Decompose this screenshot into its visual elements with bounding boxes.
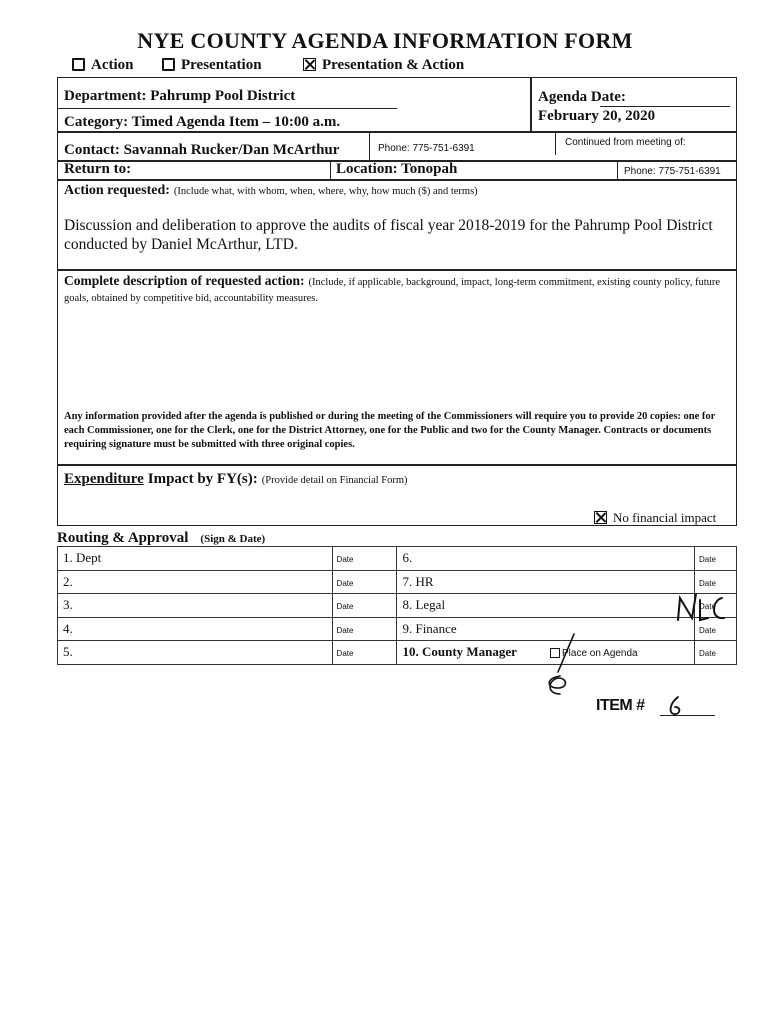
place-on-agenda[interactable]: Place on Agenda <box>550 648 638 659</box>
routing-step-left: 5. <box>63 644 73 659</box>
routing-step-left-cell[interactable] <box>58 617 333 641</box>
routing-row <box>58 594 737 618</box>
return-to-label: Return to: <box>64 161 132 177</box>
routing-date-left-cell[interactable] <box>332 617 397 641</box>
routing-date-left: Date <box>336 578 354 588</box>
routing-step-left: 2. <box>63 573 73 589</box>
expenditure-field: Expenditure Impact by FY(s): (Provide detail on Financial Form) <box>64 471 408 487</box>
checkbox-presentation[interactable] <box>162 58 175 71</box>
routing-date-left: Date <box>336 625 354 635</box>
routing-step-right-cell[interactable] <box>397 547 695 571</box>
routing-date-right: Date <box>699 555 716 564</box>
routing-date-right-cell[interactable] <box>695 547 737 571</box>
item-number-handwritten <box>664 695 694 717</box>
category-field: Category: Timed Agenda Item – 10:00 a.m. <box>64 114 341 130</box>
item-number-label: ITEM # <box>596 697 645 714</box>
routing-date-left-cell[interactable] <box>332 641 397 665</box>
routing-date-right: Date <box>699 649 716 658</box>
county-manager-signature <box>538 632 588 697</box>
routing-row <box>58 570 737 594</box>
continued-from-label: Continued from meeting of: <box>565 137 686 148</box>
checkbox-action[interactable] <box>72 58 85 71</box>
routing-step-right: 10. County Manager <box>402 644 517 659</box>
routing-step-right-cell[interactable] <box>397 594 695 618</box>
routing-date-left: Date <box>336 555 354 564</box>
contact-field: Contact: Savannah Rucker/Dan McArthur <box>64 142 340 158</box>
routing-step-right: 7. HR <box>402 573 434 589</box>
routing-step-left-cell[interactable] <box>58 547 333 571</box>
action-requested-header: Action requested: (Include what, with whom, when, where, why, how much ($) and terms) <box>64 183 478 198</box>
routing-step-left: 1. Dept <box>63 550 102 565</box>
form-title: NYE COUNTY AGENDA INFORMATION FORM <box>137 28 633 53</box>
routing-date-right: Date <box>699 625 716 635</box>
routing-row <box>58 547 737 571</box>
routing-step-right: 8. Legal <box>402 597 446 612</box>
option-presentation-action[interactable]: Presentation & Action <box>303 57 464 74</box>
action-requested-text: Discussion and deliberation to approve the audits of fiscal year 2018-2019 for the Pahrump Pool District conducted by Daniel McArthur, LTD. <box>64 217 713 253</box>
routing-date-left-cell[interactable] <box>332 570 397 594</box>
routing-date-right-cell[interactable] <box>695 641 737 665</box>
legal-signature <box>672 590 732 630</box>
no-financial-impact[interactable]: No financial impact <box>594 510 716 526</box>
checkbox-presentation-action[interactable] <box>303 58 316 71</box>
routing-step-left: 3. <box>63 597 73 612</box>
notice-text: Any information provided after the agenda is published or during the meeting of the Commissioners will require you to provide 20 copies: one for each Commissioner, one for the Clerk, one for the District Attorney, one for the Public and two for the County Manager. Contracts or documents requiring signature must be submitted with three original copies. <box>64 411 716 450</box>
routing-step-right: 9. Finance <box>402 620 457 636</box>
routing-step-left-cell[interactable] <box>58 594 333 618</box>
location-field: Location: Tonopah <box>336 161 458 177</box>
routing-step-left: 4. <box>63 620 73 636</box>
description-section: Complete description of requested action: (Include, if applicable, background, impact, long-term commitment, existing county policy, future goals, obtained by competitive bid, accountability measures. <box>64 273 721 304</box>
routing-date-right: Date <box>699 602 716 611</box>
agenda-date-label: Agenda Date: <box>538 89 626 105</box>
routing-date-left-cell[interactable] <box>332 594 397 618</box>
routing-row <box>58 617 737 641</box>
option-presentation[interactable]: Presentation <box>162 57 262 74</box>
routing-table <box>57 546 737 665</box>
routing-step-right: 6. <box>402 550 413 565</box>
checkbox-no-financial-impact[interactable] <box>594 511 607 524</box>
routing-step-left-cell[interactable] <box>58 570 333 594</box>
return-phone: Phone: 775-751-6391 <box>624 166 721 177</box>
routing-date-left-cell[interactable] <box>332 547 397 571</box>
option-action[interactable]: Action <box>72 57 134 74</box>
routing-date-right: Date <box>699 578 716 588</box>
contact-phone: Phone: 775-751-6391 <box>378 143 475 154</box>
routing-date-left: Date <box>336 602 354 611</box>
routing-header: Routing & Approval (Sign & Date) <box>57 530 266 546</box>
agenda-date-value: February 20, 2020 <box>538 108 656 124</box>
routing-step-left-cell[interactable] <box>58 641 333 665</box>
department-field: Department: Pahrump Pool District <box>64 88 296 104</box>
routing-date-left: Date <box>336 649 354 658</box>
routing-step-right-cell[interactable] <box>397 570 695 594</box>
